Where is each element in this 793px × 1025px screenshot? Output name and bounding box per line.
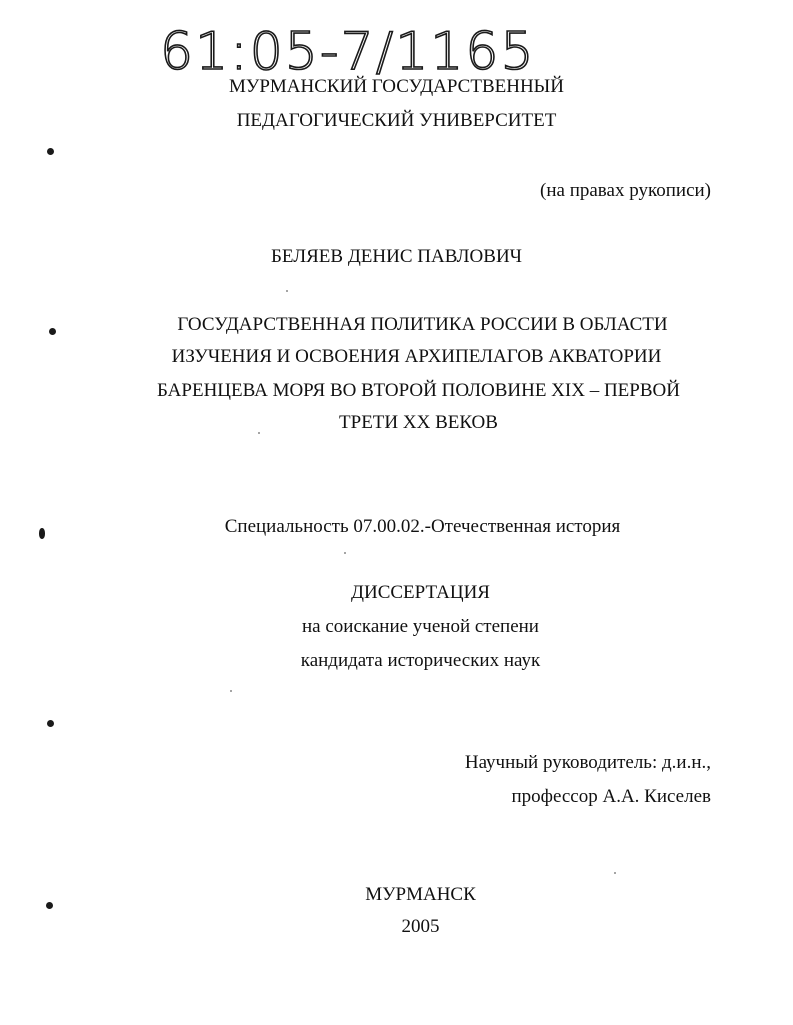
- scan-speck: [286, 290, 288, 292]
- scan-speck: [344, 552, 346, 554]
- rights-note: (на правах рукописи): [540, 180, 711, 201]
- title-line-1: ГОСУДАРСТВЕННАЯ ПОЛИТИКА РОССИИ В ОБЛАСТИ: [177, 314, 668, 335]
- scan-speck: [614, 872, 616, 874]
- binding-hole-mark: [49, 328, 56, 335]
- handwritten-archive-code: [160, 14, 640, 80]
- degree-line-1: на соискание ученой степени: [302, 616, 539, 637]
- year: 2005: [401, 916, 440, 937]
- author-name: БЕЛЯЕВ ДЕНИС ПАВЛОВИЧ: [270, 246, 523, 267]
- title-line-2: ИЗУЧЕНИЯ И ОСВОЕНИЯ АРХИПЕЛАГОВ АКВАТОРИИ: [171, 346, 662, 367]
- university-line-1: МУРМАНСКИЙ ГОСУДАРСТВЕННЫЙ: [229, 76, 564, 97]
- binding-hole-mark: [46, 902, 53, 909]
- city: МУРМАНСК: [365, 884, 476, 905]
- archive-code-text: 61:05-7/1165: [160, 22, 536, 80]
- work-type: ДИССЕРТАЦИЯ: [351, 582, 490, 603]
- specialty: Специальность 07.00.02.-Отечественная история: [224, 516, 621, 537]
- supervisor-line-2: профессор А.А. Киселев: [511, 786, 711, 807]
- binding-hole-mark: [39, 528, 45, 539]
- title-line-3: БАРЕНЦЕВА МОРЯ ВО ВТОРОЙ ПОЛОВИНЕ XIX – ПЕРВОЙ: [157, 380, 680, 401]
- university-line-2: ПЕДАГОГИЧЕСКИЙ УНИВЕРСИТЕТ: [236, 110, 557, 131]
- binding-hole-mark: [47, 148, 54, 155]
- scan-speck: [230, 690, 232, 692]
- supervisor-line-1: Научный руководитель: д.и.н.,: [464, 752, 711, 773]
- binding-hole-mark: [47, 720, 54, 727]
- title-line-4: ТРЕТИ XX ВЕКОВ: [339, 412, 498, 433]
- degree-line-2: кандидата исторических наук: [300, 650, 541, 671]
- scan-speck: [258, 432, 260, 434]
